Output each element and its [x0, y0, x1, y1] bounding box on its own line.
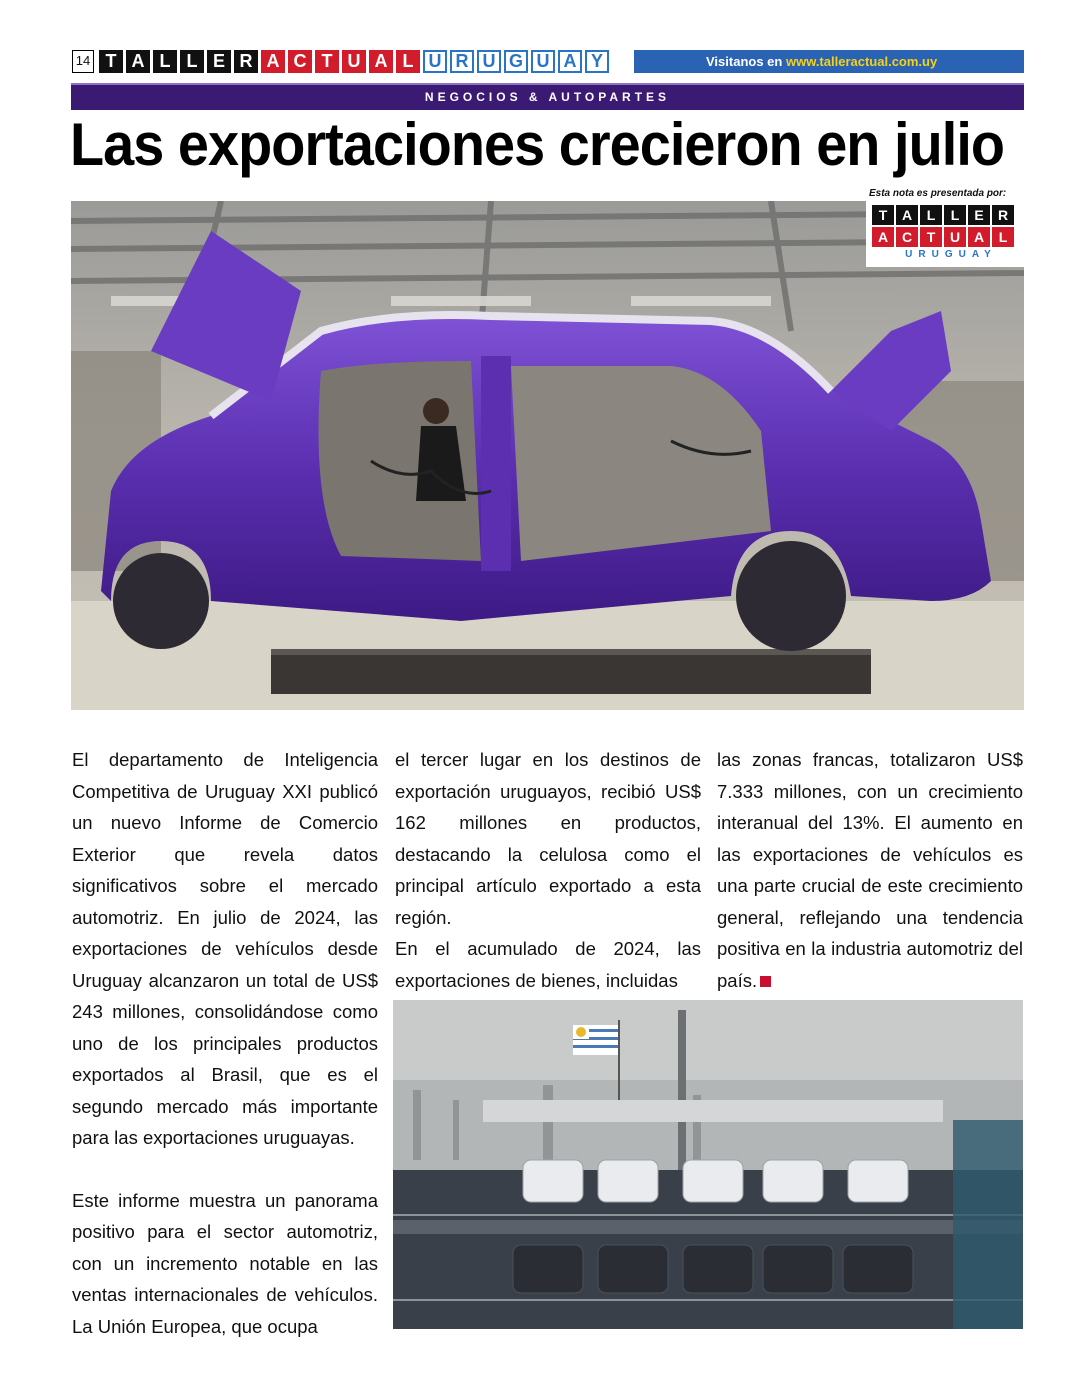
sponsor-logo	[866, 201, 1024, 267]
article-headline: Las exportaciones crecieron en julio	[70, 111, 1005, 178]
paragraph: Este informe muestra un panorama positivo para el sector automotriz, con un incremento notable en las ventas internacionales de vehículos. La Unión Europea, que ocupa	[72, 1189, 378, 1337]
article-column-1	[72, 744, 378, 1342]
masthead-letter: A	[261, 50, 285, 73]
masthead-letter: E	[207, 50, 231, 73]
masthead-letter: R	[450, 50, 474, 73]
masthead-letter: L	[396, 50, 420, 73]
masthead-letter: U	[423, 50, 447, 73]
website-link[interactable]: www.talleractual.com.uy	[785, 54, 938, 69]
masthead-letter: C	[288, 50, 312, 73]
sponsor-letter: E	[968, 205, 990, 225]
masthead-logo	[99, 50, 609, 73]
masthead-letter: A	[558, 50, 582, 73]
masthead-letter: T	[99, 50, 123, 73]
masthead-letter: Y	[585, 50, 609, 73]
masthead-letter: U	[477, 50, 501, 73]
hero-photo	[71, 201, 1024, 710]
sponsor-letter: L	[920, 205, 942, 225]
sponsor-letter: U	[944, 227, 966, 247]
ship-photo	[393, 1000, 1023, 1329]
paragraph: las zonas francas, totalizaron US$ 7.333 millones, con un crecimiento interanual del 13%. El aumento en las exportaciones de vehículos es una parte crucial de este crecimiento general, reflejando una tendencia positiva en la industria automotriz del país.	[717, 749, 1023, 991]
end-of-article-mark	[760, 976, 771, 987]
sponsor-letter: T	[920, 227, 942, 247]
masthead-letter: U	[531, 50, 555, 73]
sponsor-note: Esta nota es presentada por:	[869, 188, 1007, 199]
masthead-letter: A	[126, 50, 150, 73]
masthead-letter: U	[342, 50, 366, 73]
sponsor-letter: A	[896, 205, 918, 225]
paragraph: El departamento de Inteligencia Competitiva de Uruguay XXI publicó un nuevo Informe de Comercio Exterior que revela datos significativos sobre el mercado automotriz. En julio de 2024, las exportaciones de vehículos desde Uruguay alcanzaron un total de US$ 243 millones, consolidándose como uno de los principales productos exportados al Brasil, que es el segundo mercado más importante para las exportaciones uruguayas.	[72, 749, 378, 1148]
sponsor-letter: L	[992, 227, 1014, 247]
sponsor-letter: L	[944, 205, 966, 225]
masthead-letter: L	[180, 50, 204, 73]
visit-banner	[634, 50, 1024, 73]
sponsor-uruguay: URUGUAY	[905, 249, 997, 260]
article-column-3	[717, 744, 1023, 996]
sponsor-letter: R	[992, 205, 1014, 225]
section-label: NEGOCIOS & AUTOPARTES	[71, 83, 1024, 110]
sponsor-letter: A	[872, 227, 894, 247]
masthead-letter: T	[315, 50, 339, 73]
visit-prefix: Visitanos en	[706, 54, 786, 69]
masthead-letter: G	[504, 50, 528, 73]
paragraph: el tercer lugar en los destinos de exportación uruguayos, recibió US$ 162 millones en productos, destacando la celulosa como el principal artículo exportado a esta región.	[395, 749, 701, 928]
sponsor-letter: T	[872, 205, 894, 225]
masthead-letter: R	[234, 50, 258, 73]
sponsor-letter: A	[968, 227, 990, 247]
article-column-2	[395, 744, 701, 996]
page-number: 14	[72, 50, 94, 73]
paragraph: En el acumulado de 2024, las exportaciones de bienes, incluidas	[395, 938, 701, 991]
sponsor-letter: C	[896, 227, 918, 247]
masthead-letter: A	[369, 50, 393, 73]
masthead-letter: L	[153, 50, 177, 73]
